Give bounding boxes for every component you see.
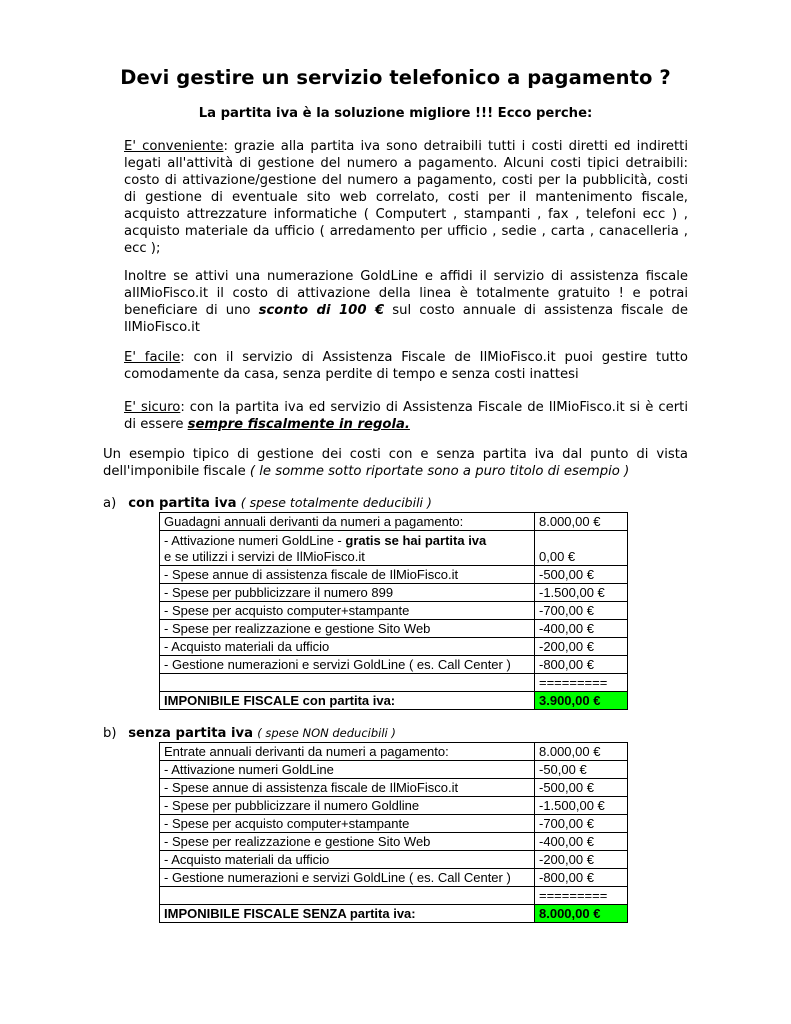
row-value: -700,00 €: [535, 602, 628, 620]
row-value: -800,00 €: [535, 869, 628, 887]
table-row: [160, 602, 628, 620]
total-value: 3.900,00 €: [535, 692, 628, 710]
paragraph-highlight: sempre fiscalmente in regola.: [187, 417, 410, 432]
table-row: [160, 815, 628, 833]
table-row-total: [160, 905, 628, 923]
row-value: -400,00 €: [535, 620, 628, 638]
row-value: 8.000,00 €: [535, 513, 628, 531]
row-label-bold: gratis se hai partita iva: [345, 533, 487, 548]
section-title: senza partita iva: [128, 726, 254, 741]
table-row: [160, 584, 628, 602]
section-note: ( spese NON deducibili ): [257, 726, 396, 740]
row-label: Guadagni annuali derivanti da numeri a pagamento:: [160, 513, 535, 531]
section-title: con partita iva: [128, 496, 237, 511]
row-label: - Spese per pubblicizzare il numero Goldline: [160, 797, 535, 815]
table-row: [160, 566, 628, 584]
table-row: [160, 761, 628, 779]
row-value: -500,00 €: [535, 566, 628, 584]
table-con-partita-iva: [159, 512, 628, 710]
paragraph-esempio: [103, 446, 688, 480]
table-row: [160, 833, 628, 851]
row-value: -200,00 €: [535, 851, 628, 869]
row-label: - Acquisto materiali da ufficio: [160, 638, 535, 656]
paragraph-goldline: [124, 268, 688, 336]
table-row: [160, 797, 628, 815]
table-row: [160, 531, 628, 566]
row-label: Entrate annuali derivanti da numeri a pagamento:: [160, 743, 535, 761]
paragraph-note: ( le somme sotto riportate sono a puro titolo di esempio ): [249, 464, 630, 479]
row-value: 0,00 €: [535, 531, 628, 566]
row-value: -700,00 €: [535, 815, 628, 833]
row-label: - Gestione numerazioni e servizi GoldLine ( es. Call Center ): [160, 869, 535, 887]
page-subtitle: La partita iva è la soluzione migliore !!! Ecco perche:: [198, 106, 593, 121]
row-label: - Spese per realizzazione e gestione Sito Web: [160, 620, 535, 638]
paragraph-label: E' conveniente: [124, 139, 224, 154]
row-value: -1.500,00 €: [535, 584, 628, 602]
row-value: -50,00 €: [535, 761, 628, 779]
table-row: [160, 513, 628, 531]
row-label: - Gestione numerazioni e servizi GoldLine ( es. Call Center ): [160, 656, 535, 674]
row-value: -500,00 €: [535, 779, 628, 797]
row-label: [160, 887, 535, 905]
section-letter: a): [103, 496, 117, 511]
table-row: [160, 674, 628, 692]
table-senza-partita-iva: [159, 742, 628, 923]
discount-highlight: sconto di 100 €: [258, 303, 385, 318]
total-value: 8.000,00 €: [535, 905, 628, 923]
row-value: -1.500,00 €: [535, 797, 628, 815]
paragraph-conveniente: [124, 138, 688, 257]
row-label: [160, 674, 535, 692]
paragraph-text: Un esempio tipico di gestione dei costi con e senza partita iva dal punto di vista dell'imponibile fiscale: [103, 447, 688, 479]
paragraph-label: E' sicuro: [124, 400, 181, 415]
paragraph-label: E' facile: [124, 350, 181, 365]
table-row: [160, 887, 628, 905]
row-label: - Spese annue di assistenza fiscale de IlMioFisco.it: [160, 566, 535, 584]
row-separator: =========: [535, 887, 628, 905]
row-value: -400,00 €: [535, 833, 628, 851]
section-b-heading: [103, 726, 396, 741]
row-label: - Spese per realizzazione e gestione Sito Web: [160, 833, 535, 851]
table-row: [160, 620, 628, 638]
row-label: [160, 531, 535, 566]
paragraph-facile: [124, 349, 688, 383]
total-label: IMPONIBILE FISCALE con partita iva:: [160, 692, 535, 710]
section-letter: b): [103, 726, 117, 741]
table-row: [160, 656, 628, 674]
table-row-total: [160, 692, 628, 710]
paragraph-text: : grazie alla partita iva sono detraibili tutti i costi diretti ed indiretti legati all'attività di gestione del numero a pagamento. Alcuni costi tipici detraibili: costo di attivazione/gestione del numero a pagamento, costi per la pubblicità, costi di gestione di eventuale sito web correlato, costi per il mantenimento fiscale, acquisto attrezzature informatiche ( Computert , stampanti , fax , telefoni ecc ) , acquisto materiale da ufficio ( arredamento per ufficio , sedie , carta , canacelleria , ecc );: [124, 139, 688, 256]
section-a-heading: [103, 495, 432, 511]
total-label: IMPONIBILE FISCALE SENZA partita iva:: [160, 905, 535, 923]
row-label: - Spese annue di assistenza fiscale de IlMioFisco.it: [160, 779, 535, 797]
paragraph-text: sul costo annuale di assistenza fiscale de IlMioFisco.it: [124, 303, 688, 335]
row-value: 8.000,00 €: [535, 743, 628, 761]
row-label-prefix: - Attivazione numeri GoldLine -: [164, 533, 346, 548]
paragraph-sicuro: [124, 399, 688, 433]
table-row: [160, 779, 628, 797]
row-label-line2: e se utilizzi i servizi de IlMioFisco.it: [164, 549, 365, 564]
table-row: [160, 638, 628, 656]
table-row: [160, 869, 628, 887]
row-label: - Spese per acquisto computer+stampante: [160, 602, 535, 620]
page-title: Devi gestire un servizio telefonico a pagamento ?: [120, 66, 671, 89]
paragraph-text: : con la partita iva ed servizio di Assistenza Fiscale de IlMioFisco.it si è certi di essere: [124, 400, 688, 432]
table-row: [160, 743, 628, 761]
row-label: - Spese per pubblicizzare il numero 899: [160, 584, 535, 602]
paragraph-text: Inoltre se attivi una numerazione GoldLine e affidi il servizio di assistenza fiscale aIlMioFisco.it il costo di attivazione della linea è totalmente gratuito ! e potrai beneficiare di uno: [124, 269, 688, 318]
row-separator: =========: [535, 674, 628, 692]
table-row: [160, 851, 628, 869]
section-note: ( spese totalmente deducibili ): [240, 495, 432, 510]
row-value: -200,00 €: [535, 638, 628, 656]
paragraph-text: : con il servizio di Assistenza Fiscale de IlMioFisco.it puoi gestire tutto comodamente da casa, senza perdite di tempo e senza costi inattesi: [124, 350, 688, 382]
row-label: - Spese per acquisto computer+stampante: [160, 815, 535, 833]
row-label: - Acquisto materiali da ufficio: [160, 851, 535, 869]
row-value: -800,00 €: [535, 656, 628, 674]
row-label: - Attivazione numeri GoldLine: [160, 761, 535, 779]
